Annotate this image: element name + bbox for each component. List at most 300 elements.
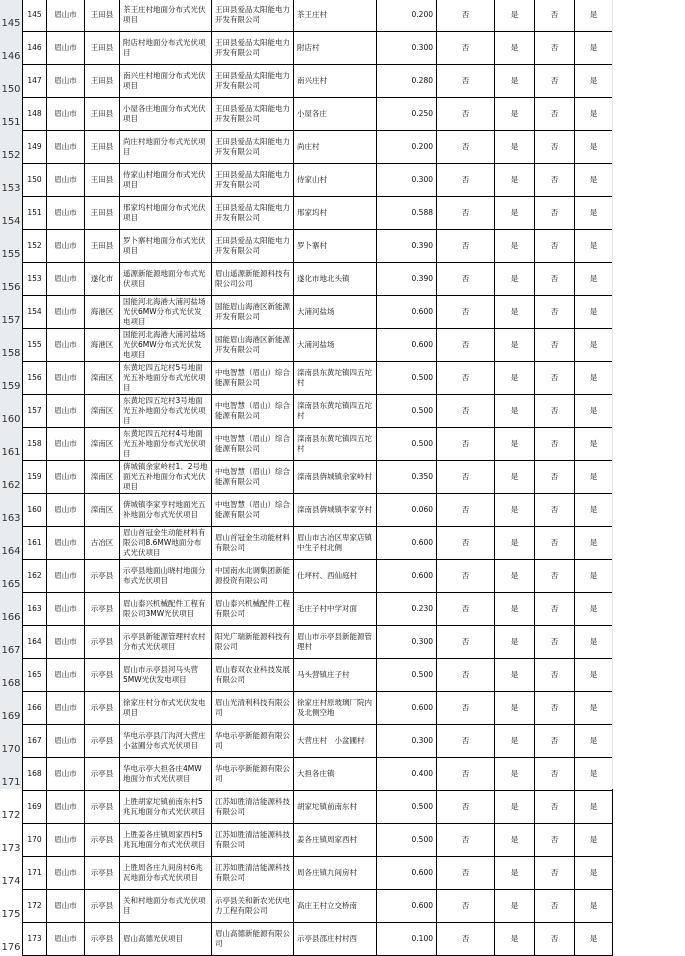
cell-flag-3[interactable]: 否 [535,857,575,890]
cell-flag-2[interactable]: 是 [495,824,535,857]
cell-company[interactable]: 中电智慧（眉山）综合能源有限公司 [212,428,294,461]
cell-project[interactable]: 上胜胡家坨镇前南东村5兆瓦地面分布式光伏项目 [120,791,212,824]
cell-project[interactable]: 眉山首冠金生动能材料有限公司8.6MW地面分布式光伏项目 [120,527,212,560]
cell-company[interactable]: 王田县爱品太阳能电力开发有限公司 [212,131,294,164]
cell-location[interactable]: 尚庄村 [294,131,377,164]
cell-flag-4[interactable]: 是 [575,824,613,857]
row-number[interactable]: 172 [1,810,21,821]
cell-flag-2[interactable]: 是 [495,362,535,395]
cell-city[interactable]: 眉山市 [47,626,85,659]
cell-seq[interactable]: 167 [23,725,47,758]
cell-flag-4[interactable]: 是 [575,890,613,923]
cell-flag-1[interactable]: 否 [437,263,495,296]
cell-flag-2[interactable]: 是 [495,296,535,329]
cell-location[interactable]: 高庄王村立交桥南 [294,890,377,923]
cell-company[interactable]: 国能眉山海港区新能源开发有限公司 [212,296,294,329]
cell-county[interactable]: 示亭县 [85,560,120,593]
cell-capacity[interactable]: 0.588 [377,197,437,230]
cell-flag-2[interactable]: 是 [495,593,535,626]
cell-flag-3[interactable]: 否 [535,758,575,791]
cell-flag-2[interactable]: 是 [495,164,535,197]
cell-flag-1[interactable]: 否 [437,197,495,230]
cell-company[interactable]: 中电智慧（眉山）综合能源有限公司 [212,395,294,428]
cell-company[interactable]: 华电示亭新能源有限公司 [212,725,294,758]
cell-county[interactable]: 示亭县 [85,857,120,890]
cell-capacity[interactable]: 0.600 [377,560,437,593]
cell-project[interactable]: 东黄坨四五坨村4号地面光五补地面分布式光伏项目 [120,428,212,461]
cell-capacity[interactable]: 0.300 [377,725,437,758]
cell-location[interactable]: 大营庄村 小盆圃村 [294,725,377,758]
cell-city[interactable]: 眉山市 [47,791,85,824]
cell-project[interactable]: 邢家坞村地面分布式光伏项目 [120,197,212,230]
cell-seq[interactable]: 170 [23,824,47,857]
cell-county[interactable]: 示亭县 [85,923,120,956]
cell-company[interactable]: 国能眉山海港区新能源开发有限公司 [212,329,294,362]
cell-company[interactable]: 眉山遥源新能源科技有限公司公司 [212,263,294,296]
cell-city[interactable]: 眉山市 [47,395,85,428]
cell-flag-2[interactable]: 是 [495,131,535,164]
cell-county[interactable]: 示亭县 [85,824,120,857]
cell-seq[interactable]: 157 [23,395,47,428]
cell-city[interactable]: 眉山市 [47,131,85,164]
cell-flag-2[interactable]: 是 [495,263,535,296]
cell-county[interactable]: 滦南区 [85,428,120,461]
cell-flag-2[interactable]: 是 [495,494,535,527]
cell-capacity[interactable]: 0.200 [377,131,437,164]
cell-flag-3[interactable]: 否 [535,659,575,692]
cell-seq[interactable]: 158 [23,428,47,461]
cell-seq[interactable]: 160 [23,494,47,527]
cell-capacity[interactable]: 0.600 [377,692,437,725]
cell-company[interactable]: 王田县爱品太阳能电力开发有限公司 [212,0,294,32]
cell-seq[interactable]: 152 [23,230,47,263]
cell-flag-1[interactable]: 否 [437,98,495,131]
cell-flag-1[interactable]: 否 [437,32,495,65]
cell-project[interactable]: 上胜姜各庄镇周家西村5兆瓦地面分布式光伏项目 [120,824,212,857]
cell-city[interactable]: 眉山市 [47,362,85,395]
cell-county[interactable]: 王田县 [85,65,120,98]
cell-city[interactable]: 眉山市 [47,65,85,98]
cell-seq[interactable]: 159 [23,461,47,494]
cell-city[interactable]: 眉山市 [47,560,85,593]
cell-county[interactable]: 海港区 [85,296,120,329]
cell-flag-4[interactable]: 是 [575,857,613,890]
cell-flag-1[interactable]: 否 [437,461,495,494]
row-number[interactable]: 150 [1,84,21,95]
cell-county[interactable]: 海港区 [85,329,120,362]
cell-flag-2[interactable]: 是 [495,791,535,824]
cell-flag-4[interactable]: 是 [575,659,613,692]
row-number[interactable]: 158 [1,348,21,359]
cell-company[interactable]: 江苏如胜清洁能源科技有限公司 [212,791,294,824]
cell-flag-2[interactable]: 是 [495,461,535,494]
cell-county[interactable]: 示亭县 [85,692,120,725]
cell-location[interactable]: 徐家庄村原玻璃厂院内及北侧空地 [294,692,377,725]
cell-seq[interactable]: 169 [23,791,47,824]
cell-flag-2[interactable]: 是 [495,32,535,65]
cell-capacity[interactable]: 0.500 [377,824,437,857]
cell-county[interactable]: 王田县 [85,164,120,197]
cell-project[interactable]: 侍家山村地面分布式光伏项目 [120,164,212,197]
cell-capacity[interactable]: 0.390 [377,230,437,263]
cell-flag-2[interactable]: 是 [495,857,535,890]
cell-company[interactable]: 眉山首冠金生动能材料有限公司 [212,527,294,560]
cell-company[interactable]: 眉山高德新能源有限公司 [212,923,294,956]
cell-county[interactable]: 王田县 [85,98,120,131]
cell-flag-3[interactable]: 否 [535,560,575,593]
cell-flag-1[interactable]: 否 [437,593,495,626]
row-number[interactable]: 163 [1,513,21,524]
cell-capacity[interactable]: 0.500 [377,395,437,428]
row-number[interactable]: 154 [1,216,21,227]
cell-flag-4[interactable]: 是 [575,197,613,230]
cell-flag-3[interactable]: 否 [535,428,575,461]
cell-location[interactable]: 示亭县邵庄村村西 [294,923,377,956]
cell-flag-4[interactable]: 是 [575,32,613,65]
cell-seq[interactable]: 151 [23,197,47,230]
cell-location[interactable]: 滦南县倴城镇李家亨村 [294,494,377,527]
cell-seq[interactable]: 163 [23,593,47,626]
cell-flag-1[interactable]: 否 [437,296,495,329]
cell-flag-4[interactable]: 是 [575,758,613,791]
cell-flag-3[interactable]: 否 [535,65,575,98]
row-number[interactable]: 160 [1,414,21,425]
cell-flag-3[interactable]: 否 [535,0,575,32]
cell-flag-1[interactable]: 否 [437,890,495,923]
cell-location[interactable]: 罗卜寨村 [294,230,377,263]
cell-flag-2[interactable]: 是 [495,0,535,32]
cell-company[interactable]: 阳光广瑞新能源科技有限公司 [212,626,294,659]
cell-flag-2[interactable]: 是 [495,65,535,98]
cell-flag-4[interactable]: 是 [575,560,613,593]
cell-project[interactable]: 尚庄村地面分布式光伏项目 [120,131,212,164]
cell-capacity[interactable]: 0.230 [377,593,437,626]
cell-seq[interactable]: 150 [23,164,47,197]
cell-seq[interactable]: 147 [23,65,47,98]
cell-flag-1[interactable]: 否 [437,164,495,197]
cell-project[interactable]: 罗卜寨村地面分布式光伏项目 [120,230,212,263]
cell-location[interactable]: 侍家山村 [294,164,377,197]
cell-city[interactable]: 眉山市 [47,890,85,923]
cell-county[interactable]: 王田县 [85,0,120,32]
cell-location[interactable]: 遂化市地北头镇 [294,263,377,296]
cell-company[interactable]: 江苏如胜清洁能源科技有限公司 [212,824,294,857]
cell-flag-4[interactable]: 是 [575,230,613,263]
cell-flag-3[interactable]: 否 [535,494,575,527]
cell-company[interactable]: 江苏如胜清洁能源科技有限公司 [212,857,294,890]
cell-flag-1[interactable]: 否 [437,65,495,98]
cell-company[interactable]: 王田县爱品太阳能电力开发有限公司 [212,65,294,98]
cell-flag-1[interactable]: 否 [437,857,495,890]
cell-flag-1[interactable]: 否 [437,560,495,593]
cell-location[interactable]: 茶王庄村 [294,0,377,32]
cell-flag-2[interactable]: 是 [495,890,535,923]
cell-seq[interactable]: 148 [23,98,47,131]
cell-city[interactable]: 眉山市 [47,494,85,527]
cell-seq[interactable]: 156 [23,362,47,395]
cell-project[interactable]: 眉山高德光伏项目 [120,923,212,956]
row-number[interactable]: 151 [1,117,21,128]
cell-project[interactable]: 茶王庄村地面分布式光伏项目 [120,0,212,32]
cell-project[interactable]: 倴城镇李家亨村地面光五补地面分布式光伏项目 [120,494,212,527]
cell-flag-3[interactable]: 否 [535,824,575,857]
cell-city[interactable]: 眉山市 [47,824,85,857]
cell-seq[interactable]: 153 [23,263,47,296]
cell-flag-2[interactable]: 是 [495,197,535,230]
cell-company[interactable]: 王田县爱品太阳能电力开发有限公司 [212,164,294,197]
cell-company[interactable]: 眉山春双农业科技发展有限公司 [212,659,294,692]
cell-capacity[interactable]: 0.350 [377,461,437,494]
cell-flag-3[interactable]: 否 [535,527,575,560]
cell-seq[interactable]: 164 [23,626,47,659]
cell-flag-2[interactable]: 是 [495,428,535,461]
cell-flag-4[interactable]: 是 [575,65,613,98]
cell-city[interactable]: 眉山市 [47,0,85,32]
cell-flag-1[interactable]: 否 [437,791,495,824]
cell-city[interactable]: 眉山市 [47,527,85,560]
row-number[interactable]: 156 [1,282,21,293]
cell-location[interactable]: 大浦河盐场 [294,329,377,362]
cell-city[interactable]: 眉山市 [47,923,85,956]
cell-capacity[interactable]: 0.250 [377,98,437,131]
cell-flag-4[interactable]: 是 [575,263,613,296]
cell-flag-2[interactable]: 是 [495,692,535,725]
cell-flag-4[interactable]: 是 [575,296,613,329]
cell-flag-4[interactable]: 是 [575,395,613,428]
cell-city[interactable]: 眉山市 [47,758,85,791]
cell-flag-2[interactable]: 是 [495,527,535,560]
row-number[interactable]: 167 [1,645,21,656]
cell-flag-2[interactable]: 是 [495,923,535,956]
cell-project[interactable]: 东黄坨四五坨村5号地面光五补地面分布式光伏项目 [120,362,212,395]
cell-county[interactable]: 示亭县 [85,659,120,692]
cell-city[interactable]: 眉山市 [47,296,85,329]
cell-county[interactable]: 王田县 [85,230,120,263]
cell-flag-3[interactable]: 否 [535,296,575,329]
cell-county[interactable]: 示亭县 [85,758,120,791]
cell-project[interactable]: 眉山市示亭县河马头营5MW光伏发电项目 [120,659,212,692]
cell-capacity[interactable]: 0.600 [377,296,437,329]
cell-city[interactable]: 眉山市 [47,263,85,296]
cell-flag-1[interactable]: 否 [437,230,495,263]
cell-location[interactable]: 小屋各庄 [294,98,377,131]
cell-flag-2[interactable]: 是 [495,560,535,593]
cell-flag-1[interactable]: 否 [437,131,495,164]
row-number[interactable]: 166 [1,612,21,623]
cell-capacity[interactable]: 0.500 [377,659,437,692]
cell-company[interactable]: 王田县爱品太阳能电力开发有限公司 [212,98,294,131]
cell-county[interactable]: 滦南区 [85,461,120,494]
cell-county[interactable]: 滦南区 [85,395,120,428]
row-number[interactable]: 161 [1,447,21,458]
cell-project[interactable]: 倴城镇余家岭村1、2号地面光五补地面分布式光伏项目 [120,461,212,494]
cell-flag-3[interactable]: 否 [535,263,575,296]
cell-capacity[interactable]: 0.200 [377,0,437,32]
cell-flag-2[interactable]: 是 [495,329,535,362]
cell-flag-1[interactable]: 否 [437,362,495,395]
cell-flag-3[interactable]: 否 [535,890,575,923]
cell-company[interactable]: 眉山泰兴机械配件工程有限公司 [212,593,294,626]
row-number[interactable]: 164 [1,546,21,557]
cell-city[interactable]: 眉山市 [47,725,85,758]
cell-flag-3[interactable]: 否 [535,725,575,758]
cell-flag-1[interactable]: 否 [437,527,495,560]
cell-city[interactable]: 眉山市 [47,197,85,230]
cell-capacity[interactable]: 0.300 [377,626,437,659]
row-number[interactable]: 152 [1,150,21,161]
cell-company[interactable]: 中电智慧（眉山）综合能源有限公司 [212,362,294,395]
cell-flag-3[interactable]: 否 [535,164,575,197]
cell-location[interactable]: 眉山市古冶区卑家店镇中生子村北侧 [294,527,377,560]
cell-flag-1[interactable]: 否 [437,0,495,32]
cell-location[interactable]: 眉山市示亭县新能源管理村 [294,626,377,659]
cell-flag-1[interactable]: 否 [437,725,495,758]
cell-city[interactable]: 眉山市 [47,659,85,692]
cell-capacity[interactable]: 0.280 [377,65,437,98]
cell-project[interactable]: 上胜周各庄九间房村6兆瓦地面分布式光伏项目 [120,857,212,890]
row-number[interactable]: 171 [1,777,21,788]
row-number[interactable]: 173 [1,843,21,854]
cell-flag-1[interactable]: 否 [437,395,495,428]
cell-city[interactable]: 眉山市 [47,461,85,494]
cell-company[interactable]: 王田县爱品太阳能电力开发有限公司 [212,197,294,230]
cell-flag-1[interactable]: 否 [437,824,495,857]
cell-capacity[interactable]: 0.500 [377,428,437,461]
cell-flag-4[interactable]: 是 [575,131,613,164]
cell-flag-3[interactable]: 否 [535,461,575,494]
cell-seq[interactable]: 145 [23,0,47,32]
cell-location[interactable]: 毛庄子村中学对面 [294,593,377,626]
cell-capacity[interactable]: 0.500 [377,362,437,395]
cell-flag-4[interactable]: 是 [575,98,613,131]
cell-project[interactable]: 遥源新能源地面分布式光伏项目 [120,263,212,296]
cell-county[interactable]: 王田县 [85,197,120,230]
cell-location[interactable]: 大浦河盐场 [294,296,377,329]
row-number[interactable]: 145 [1,18,21,29]
cell-city[interactable]: 眉山市 [47,164,85,197]
cell-seq[interactable]: 165 [23,659,47,692]
cell-company[interactable]: 王田县爱品太阳能电力开发有限公司 [212,230,294,263]
row-number[interactable]: 170 [1,744,21,755]
cell-flag-3[interactable]: 否 [535,593,575,626]
cell-project[interactable]: 眉山泰兴机械配件工程有限公司3MW光伏项目 [120,593,212,626]
cell-location[interactable]: 周各庄镇九间房村 [294,857,377,890]
cell-seq[interactable]: 173 [23,923,47,956]
cell-county[interactable]: 遂化市 [85,263,120,296]
cell-seq[interactable]: 172 [23,890,47,923]
row-number[interactable]: 175 [1,909,21,920]
cell-flag-1[interactable]: 否 [437,428,495,461]
cell-capacity[interactable]: 0.600 [377,857,437,890]
cell-county[interactable]: 示亭县 [85,626,120,659]
cell-project[interactable]: 国能河北海港大浦河盐场光伏6MW分布式光伏发电项目 [120,329,212,362]
cell-flag-4[interactable]: 是 [575,428,613,461]
cell-county[interactable]: 示亭县 [85,593,120,626]
cell-project[interactable]: 小屋各庄地面分布式光伏项目 [120,98,212,131]
cell-capacity[interactable]: 0.500 [377,791,437,824]
cell-city[interactable]: 眉山市 [47,230,85,263]
cell-flag-2[interactable]: 是 [495,659,535,692]
cell-flag-1[interactable]: 否 [437,494,495,527]
row-number[interactable]: 159 [1,381,21,392]
cell-flag-3[interactable]: 否 [535,791,575,824]
cell-capacity[interactable]: 0.300 [377,32,437,65]
cell-project[interactable]: 示亭县地面山晓村地面分布式光伏项目 [120,560,212,593]
cell-company[interactable]: 示亭县关和新农光伏电力工程有限公司 [212,890,294,923]
cell-flag-1[interactable]: 否 [437,626,495,659]
cell-county[interactable]: 滦南区 [85,494,120,527]
cell-city[interactable]: 眉山市 [47,98,85,131]
cell-city[interactable]: 眉山市 [47,857,85,890]
cell-flag-1[interactable]: 否 [437,329,495,362]
cell-county[interactable]: 示亭县 [85,791,120,824]
cell-flag-4[interactable]: 是 [575,791,613,824]
cell-project[interactable]: 南兴庄村地面分布式光伏项目 [120,65,212,98]
cell-city[interactable]: 眉山市 [47,593,85,626]
row-number[interactable]: 168 [1,678,21,689]
cell-county[interactable]: 示亭县 [85,890,120,923]
cell-capacity[interactable]: 0.300 [377,164,437,197]
cell-flag-2[interactable]: 是 [495,626,535,659]
cell-seq[interactable]: 146 [23,32,47,65]
cell-flag-3[interactable]: 否 [535,197,575,230]
cell-flag-3[interactable]: 否 [535,923,575,956]
cell-city[interactable]: 眉山市 [47,428,85,461]
cell-capacity[interactable]: 0.600 [377,527,437,560]
cell-county[interactable]: 古冶区 [85,527,120,560]
cell-seq[interactable]: 171 [23,857,47,890]
row-number[interactable]: 157 [1,315,21,326]
cell-seq[interactable]: 149 [23,131,47,164]
cell-project[interactable]: 附店村地面分布式光伏项目 [120,32,212,65]
row-number[interactable]: 146 [1,51,21,62]
cell-company[interactable]: 王田县爱品太阳能电力开发有限公司 [212,32,294,65]
cell-location[interactable]: 邢家坞村 [294,197,377,230]
cell-flag-3[interactable]: 否 [535,131,575,164]
cell-company[interactable]: 中电智慧（眉山）综合能源有限公司 [212,494,294,527]
row-number[interactable]: 165 [1,579,21,590]
row-number[interactable]: 155 [1,249,21,260]
cell-flag-4[interactable]: 是 [575,329,613,362]
row-number[interactable]: 162 [1,480,21,491]
cell-county[interactable]: 王田县 [85,32,120,65]
cell-location[interactable]: 滦南县倴城镇余家岭村 [294,461,377,494]
cell-city[interactable]: 眉山市 [47,692,85,725]
cell-flag-2[interactable]: 是 [495,395,535,428]
row-number[interactable]: 176 [1,942,21,953]
cell-project[interactable]: 徐家庄村分布式光伏发电项目 [120,692,212,725]
cell-flag-4[interactable]: 是 [575,461,613,494]
cell-seq[interactable]: 161 [23,527,47,560]
cell-seq[interactable]: 166 [23,692,47,725]
cell-flag-4[interactable]: 是 [575,0,613,32]
cell-county[interactable]: 王田县 [85,131,120,164]
cell-flag-4[interactable]: 是 [575,164,613,197]
cell-location[interactable]: 滦南县东黄坨镇四五坨村 [294,428,377,461]
row-number[interactable]: 169 [1,711,21,722]
cell-flag-3[interactable]: 否 [535,626,575,659]
cell-location[interactable]: 大担各庄镇 [294,758,377,791]
cell-flag-4[interactable]: 是 [575,725,613,758]
cell-flag-4[interactable]: 是 [575,626,613,659]
cell-seq[interactable]: 162 [23,560,47,593]
cell-capacity[interactable]: 0.390 [377,263,437,296]
cell-flag-3[interactable]: 否 [535,692,575,725]
cell-seq[interactable]: 155 [23,329,47,362]
cell-location[interactable]: 姜各庄镇周家西村 [294,824,377,857]
cell-company[interactable]: 中电智慧（眉山）综合能源有限公司 [212,461,294,494]
cell-location[interactable]: 胡家坨镇前南东村 [294,791,377,824]
